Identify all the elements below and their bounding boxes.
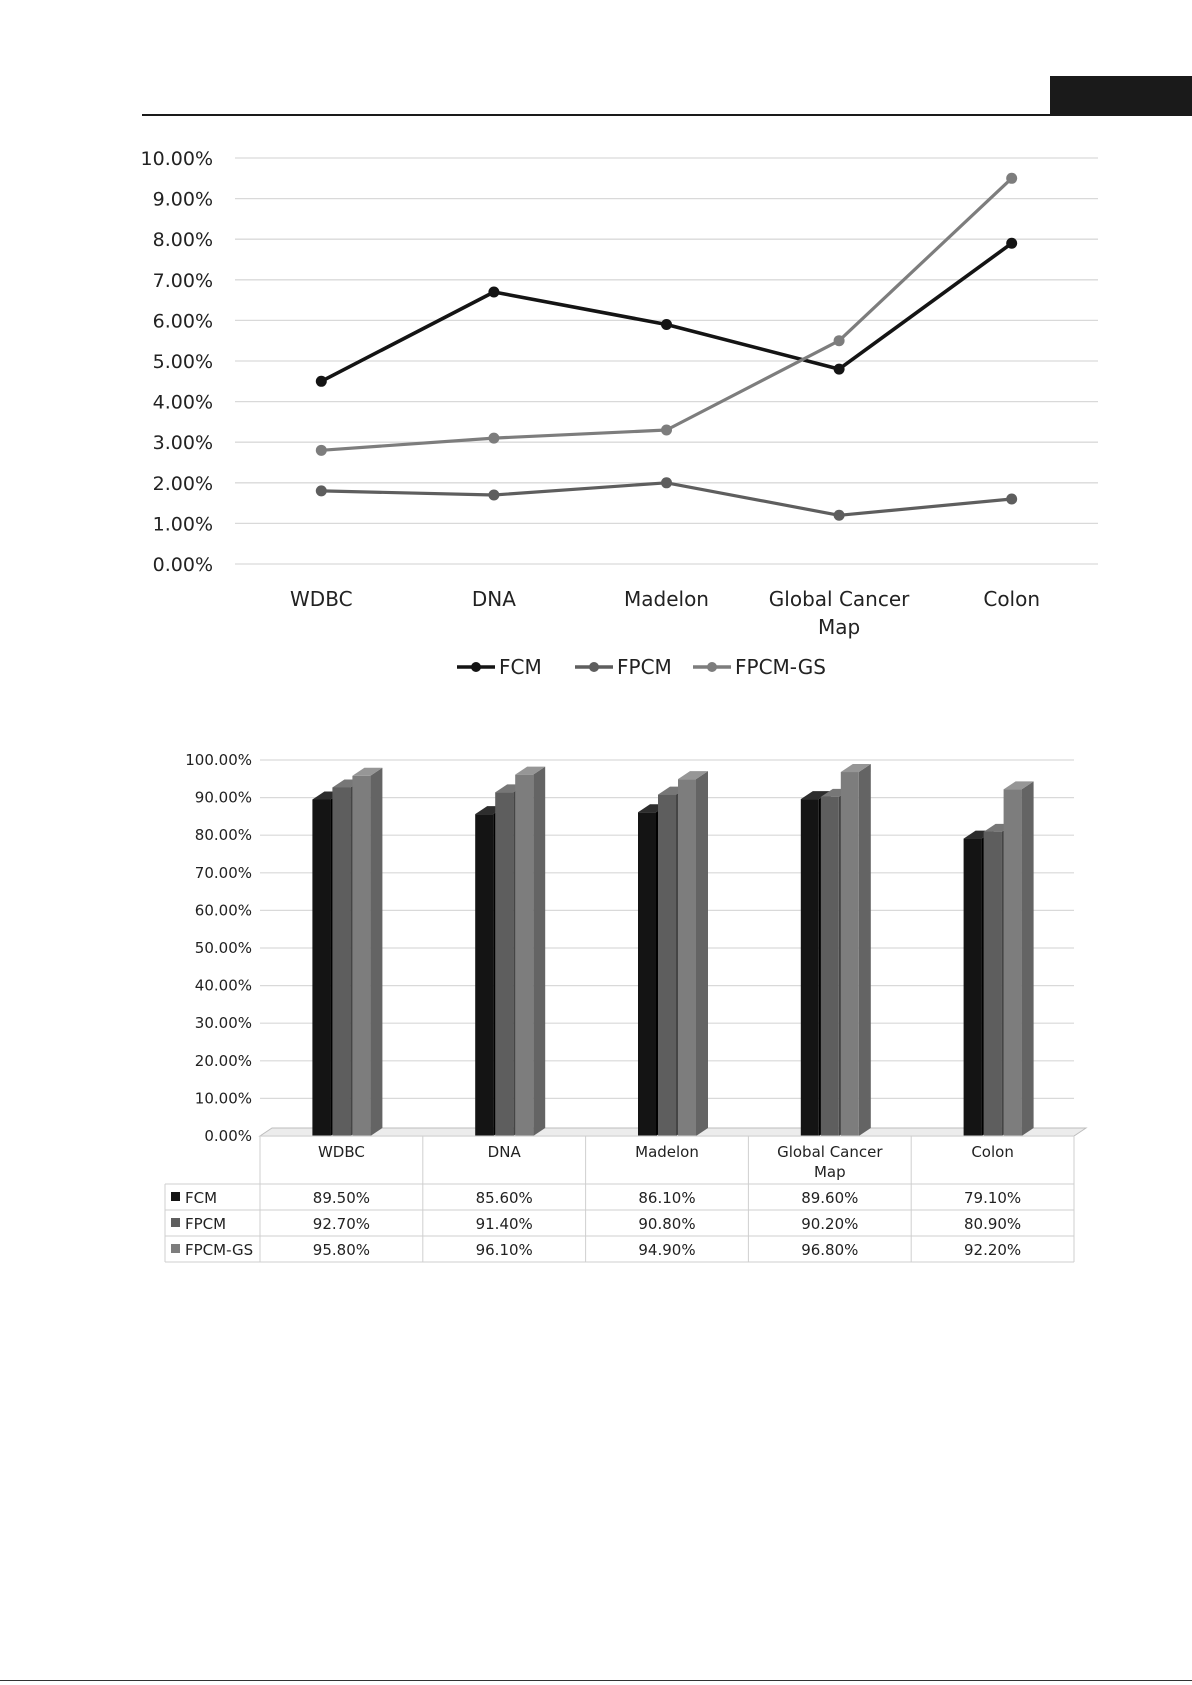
x-tick-label-line: Colon (983, 587, 1041, 611)
x-tick-label-madelon (624, 587, 709, 611)
series-line-fpcm-gs (321, 178, 1011, 450)
bar-front (515, 775, 533, 1136)
y-tick-label: 100.00% (185, 751, 252, 769)
table-cell-fpcm-colon: 80.90% (963, 1215, 1022, 1233)
data-point-fpcm (661, 477, 672, 488)
bar-fpcm-gs-colon (1004, 781, 1034, 1136)
footer-rule (0, 1680, 1192, 1681)
legend-key-fpcm-gs (171, 1244, 180, 1253)
y-tick-label: 2.00% (152, 472, 213, 495)
y-tick-label: 0.00% (152, 554, 213, 576)
bar-front (1004, 789, 1022, 1136)
x-tick-label-colon (983, 587, 1040, 611)
table-header-colon (971, 1143, 1014, 1161)
y-tick-label: 3.00% (152, 432, 213, 455)
legend-label-fpcm-gs: FPCM-GS (735, 655, 826, 679)
bar-fpcm-gs-global-cancer-map (841, 764, 871, 1136)
legend-label-fcm: FCM (499, 655, 542, 679)
table-header-line: Global Cancer (777, 1143, 883, 1161)
bar-side (696, 771, 708, 1136)
table-cell-fpcm-gs-dna: 96.10% (475, 1241, 533, 1259)
y-tick-label: 60.00% (194, 901, 252, 920)
table-header-global-cancer-map (777, 1143, 883, 1181)
line-chart (0, 130, 1192, 690)
data-point-fpcm-gs (1006, 173, 1017, 184)
table-cell-fpcm-dna: 91.40% (475, 1215, 533, 1233)
data-point-fcm (661, 319, 672, 330)
legend-marker-fpcm-gs (707, 662, 717, 672)
y-tick-label: 0.00% (204, 1127, 252, 1145)
bar-front (964, 839, 982, 1136)
x-tick-label-global-cancer-map (769, 587, 910, 639)
bar-side (533, 767, 545, 1136)
table-cell-fpcm-wdbc: 92.70% (312, 1215, 371, 1233)
table-cell-fcm-colon: 79.10% (963, 1189, 1022, 1207)
table-header-line: Map (813, 1163, 846, 1181)
legend-label-fpcm: FPCM (617, 655, 672, 679)
y-tick-label: 7.00% (152, 269, 213, 292)
y-tick-label: 5.00% (152, 351, 213, 373)
bar-front (658, 795, 676, 1136)
bar-front (475, 814, 493, 1136)
header-tab (1050, 76, 1192, 116)
y-tick-label: 10.00% (194, 1089, 252, 1108)
data-point-fpcm-gs (661, 425, 672, 436)
bar-fpcm-gs-madelon (678, 771, 708, 1136)
table-row-label-fcm: FCM (185, 1189, 218, 1207)
table-row-label-fpcm-gs: FPCM-GS (185, 1241, 254, 1259)
bar-front (638, 812, 656, 1136)
table-cell-fcm-madelon: 86.10% (638, 1189, 696, 1207)
bar-side (1022, 781, 1034, 1136)
bar-front (312, 799, 330, 1136)
data-point-fcm (834, 364, 845, 375)
y-tick-label: 9.00% (152, 188, 213, 211)
y-tick-label: 30.00% (194, 1014, 252, 1033)
table-cell-fcm-dna: 85.60% (475, 1189, 533, 1207)
bar-front (801, 799, 819, 1136)
header-rule (142, 114, 1050, 116)
y-tick-label: 8.00% (152, 229, 213, 252)
table-header-line: Colon (971, 1143, 1014, 1161)
y-tick-label: 4.00% (152, 391, 213, 414)
y-tick-label: 10.00% (140, 148, 213, 170)
table-cell-fpcm-gs-wdbc: 95.80% (312, 1241, 371, 1259)
y-tick-label: 90.00% (194, 788, 252, 807)
x-tick-label-wdbc (290, 587, 353, 611)
legend-marker-fpcm (589, 662, 599, 672)
bar-front (352, 776, 370, 1136)
data-point-fpcm (1006, 494, 1017, 505)
bar-side (370, 768, 382, 1136)
data-point-fcm (488, 286, 499, 297)
x-tick-label-line: Global Cancer (768, 587, 910, 611)
table-header-line: WDBC (317, 1143, 365, 1161)
y-tick-label: 70.00% (194, 863, 252, 882)
table-cell-fcm-global-cancer-map: 89.60% (801, 1189, 859, 1207)
data-point-fpcm-gs (488, 433, 499, 444)
bar-front (495, 792, 513, 1136)
data-point-fcm (316, 376, 327, 387)
x-tick-label-line: Map (817, 615, 861, 639)
table-header-line: DNA (487, 1143, 521, 1161)
table-cell-fpcm-gs-madelon: 94.90% (638, 1241, 696, 1259)
table-header-wdbc (318, 1143, 365, 1161)
bar-front (841, 772, 859, 1136)
bar-side (859, 764, 871, 1136)
y-tick-label: 20.00% (194, 1051, 252, 1070)
bar-fpcm-gs-dna (515, 767, 545, 1136)
data-point-fpcm-gs (316, 445, 327, 456)
bar-chart (0, 740, 1192, 1280)
data-point-fpcm (834, 510, 845, 521)
legend-key-fpcm (171, 1218, 180, 1227)
y-tick-label: 1.00% (152, 513, 213, 536)
bar-fpcm-gs-wdbc (352, 768, 382, 1136)
bar-front (984, 832, 1002, 1136)
data-point-fpcm-gs (834, 335, 845, 346)
table-cell-fpcm-global-cancer-map: 90.20% (801, 1215, 859, 1233)
table-header-dna (488, 1143, 522, 1161)
bar-front (332, 787, 350, 1136)
table-row-label-fpcm: FPCM (185, 1215, 227, 1233)
x-tick-label-line: Madelon (624, 587, 709, 611)
bar-front (678, 779, 696, 1136)
table-header-line: Madelon (635, 1143, 699, 1161)
y-tick-label: 50.00% (194, 939, 252, 957)
table-cell-fpcm-madelon: 90.80% (638, 1215, 696, 1233)
y-tick-label: 6.00% (152, 310, 213, 333)
table-cell-fcm-wdbc: 89.50% (312, 1189, 371, 1207)
table-cell-fpcm-gs-global-cancer-map: 96.80% (801, 1241, 859, 1259)
table-cell-fpcm-gs-colon: 92.20% (963, 1241, 1022, 1259)
y-tick-label: 80.00% (194, 826, 252, 845)
data-point-fcm (1006, 238, 1017, 249)
x-tick-label-dna (472, 587, 516, 611)
data-point-fpcm (488, 489, 499, 500)
legend-marker-fcm (471, 662, 481, 672)
x-tick-label-line: DNA (471, 587, 516, 611)
data-point-fpcm (316, 485, 327, 496)
bar-front (821, 797, 839, 1136)
table-header-madelon (635, 1143, 699, 1161)
x-tick-label-line: WDBC (290, 587, 353, 611)
y-tick-label: 40.00% (194, 976, 252, 995)
legend-key-fcm (171, 1192, 180, 1201)
